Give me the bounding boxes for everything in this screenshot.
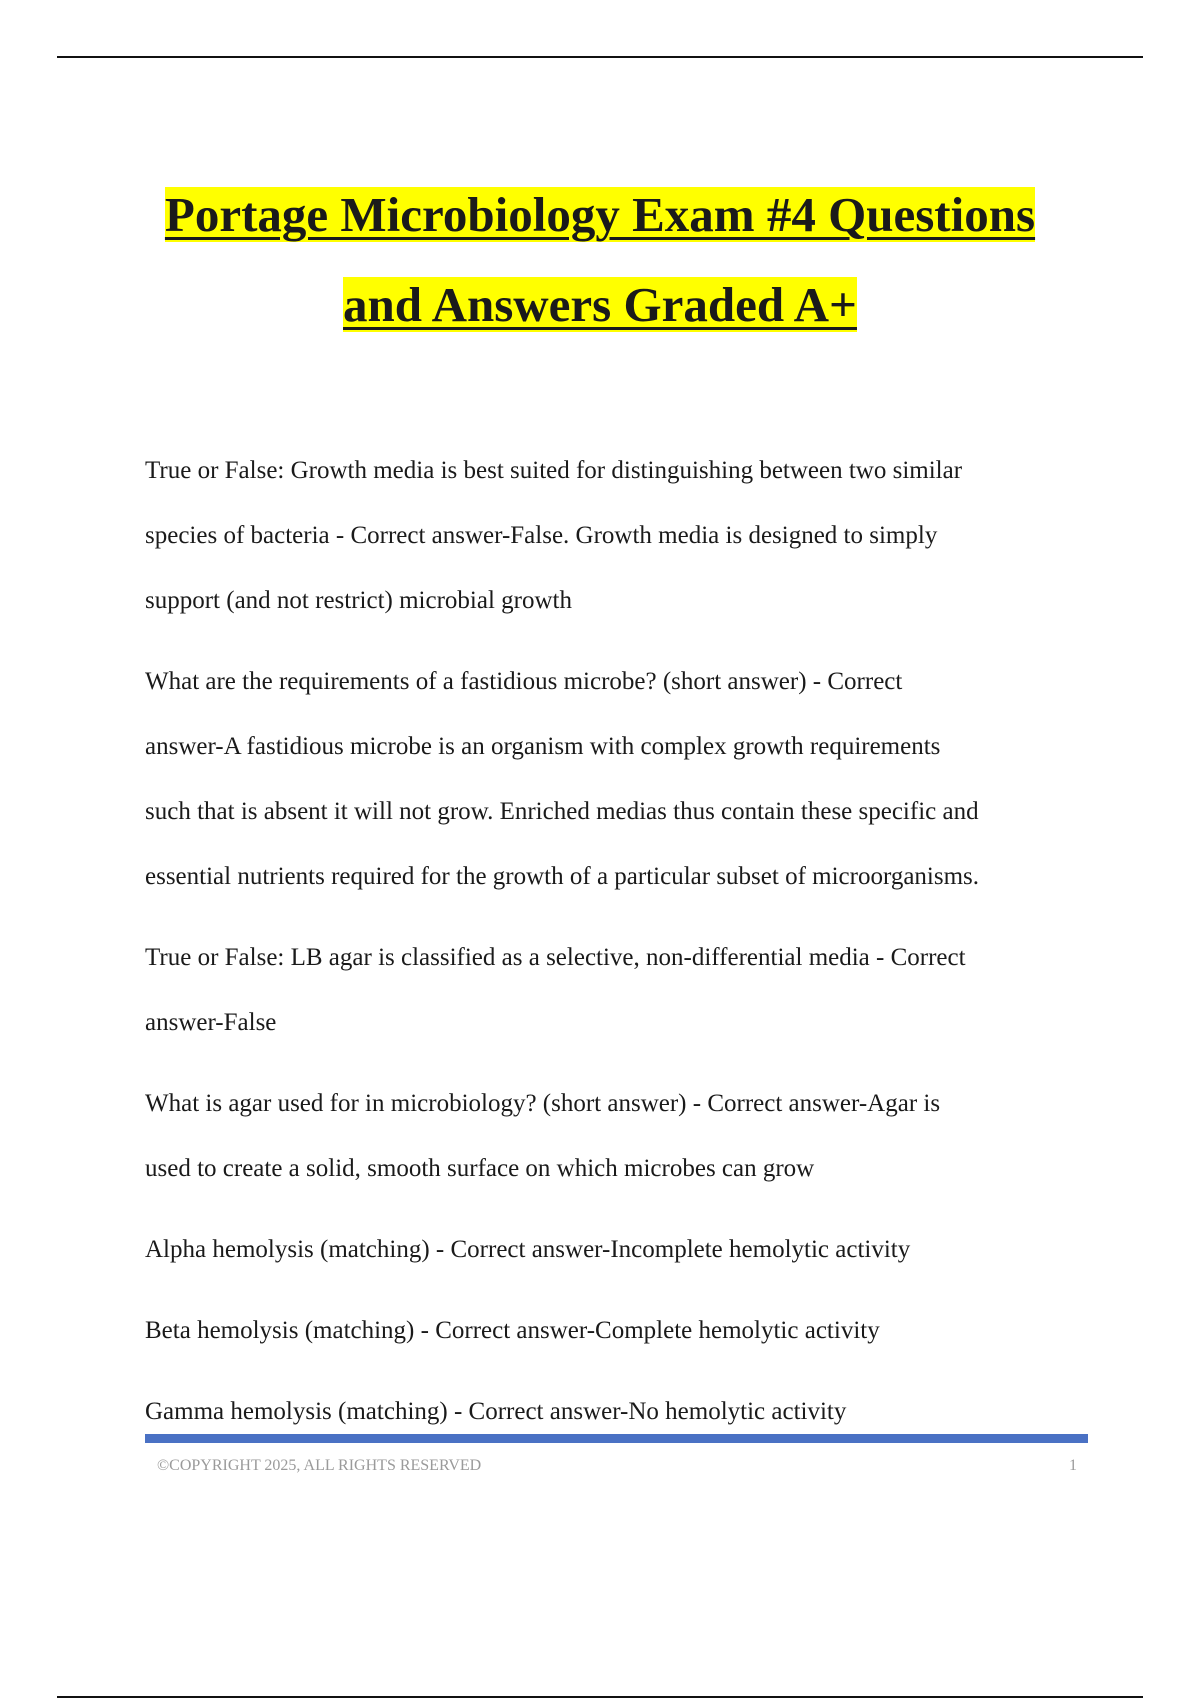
page-footer [157,1457,1077,1475]
qa-item-growth-media: True or False: Growth media is best suited for distinguishing between two similar species of bacteria - Correct answer-False. Growth media is designed to simply support (and not restrict) microbial growth [145,457,963,614]
qa-item-gamma-hemolysis: Gamma hemolysis (matching) - Correct answer-No hemolytic activity [145,1398,847,1425]
page-number: 1 [1069,1457,1077,1474]
bottom-rule [57,1696,1143,1698]
qa-item-agar-use: What is agar used for in microbiology? (short answer) - Correct answer-Agar is used to create a solid, smooth surface on which microbes can grow [145,1090,941,1182]
qa-list [145,438,1095,1460]
footer-bar [145,1434,1088,1443]
document-title [100,170,1100,350]
footer-copyright: ©COPYRIGHT 2025, ALL RIGHTS RESERVED [157,1457,482,1474]
qa-item-beta-hemolysis: Beta hemolysis (matching) - Correct answer-Complete hemolytic activity [145,1317,880,1344]
qa-item-lb-agar: True or False: LB agar is classified as a selective, non-differential media - Correct answer-False [145,944,966,1036]
title-line-2: and Answers Graded A+ [343,277,857,332]
title-line-1: Portage Microbiology Exam #4 Questions [164,187,1036,242]
qa-item-alpha-hemolysis: Alpha hemolysis (matching) - Correct answer-Incomplete hemolytic activity [145,1236,911,1263]
top-rule [57,56,1143,58]
qa-item-fastidious-microbe: What are the requirements of a fastidious microbe? (short answer) - Correct answer-A fastidious microbe is an organism with complex growth requirements such that is absent it will not grow. Enriched medias thus contain these specific and essential nutrients required for the growth of a particular subset of microorganisms. [145,668,980,890]
